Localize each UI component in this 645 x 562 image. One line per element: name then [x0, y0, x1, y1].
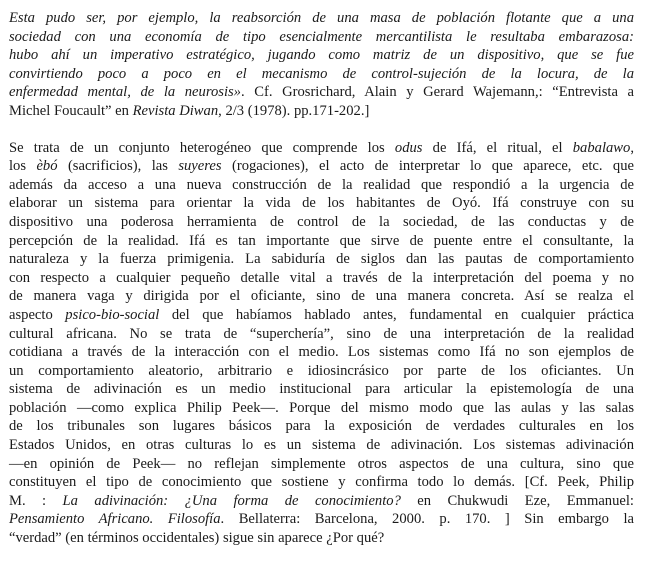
text-run: . Bellaterra: Barcelona, 2000. p. 170. ] Sin embargo la — [220, 511, 635, 528]
text-run: Estados Unidos, en otras culturas lo es un sistema de adivinación. Los sistemas adivinación — [9, 437, 634, 454]
paragraph-line — [9, 362, 634, 381]
paragraph-line — [9, 473, 634, 492]
quote-line — [9, 28, 634, 47]
paragraph-line — [9, 176, 634, 195]
italic-text: convirtiendo poco a poco en el mecanismo de control-sujeción de la locura, de la — [9, 65, 634, 82]
text-run: sistema de adivinación es un medio institucional para articular la epistemología de una — [9, 381, 634, 398]
text-run: , 2/3 (1978). pp.171-202.] — [218, 102, 370, 119]
italic-text: hubo ahí un imperativo estratégico, jugando como matriz de un dispositivo, que se fue — [9, 47, 634, 64]
italic-text: Pensamiento Africano. Filosofía — [9, 511, 221, 528]
main-paragraph — [9, 139, 634, 548]
italic-text: babalawo — [572, 139, 631, 156]
text-run: —en opinión de Peek— no reflejan simplemente otros aspectos de una cultura, sino que — [9, 455, 634, 472]
paragraph-line — [9, 510, 634, 529]
quote-line — [9, 102, 634, 121]
italic-text: Esta pudo ser, por ejemplo, la reabsorción de una masa de población flotante que a una — [9, 10, 634, 26]
paragraph-line — [9, 157, 634, 176]
text-run: constituyen el tipo de conocimiento que sostiene y confirma todo lo demás. [Cf. Peek, Philip — [9, 474, 634, 491]
document-page — [9, 9, 634, 548]
italic-text: sociedad con una economía de tipo esencialmente mercantilista le resultaba embarazosa: — [9, 28, 634, 45]
paragraph-gap — [9, 121, 634, 139]
text-run: además da acceso a una nueva construcción de la realidad que respondió a la urgencia de — [9, 176, 634, 193]
text-run: , — [630, 139, 634, 156]
paragraph-line — [9, 269, 634, 288]
text-run: elaborar un sistema para orientar la vida de los habitantes de Oyó. Ifá construye con su — [9, 195, 634, 212]
text-run: (rogaciones), el acto de interpretar lo que aparece, etc. que — [221, 158, 634, 175]
paragraph-line — [9, 213, 634, 232]
quote-line — [9, 65, 634, 84]
quote-line — [9, 9, 634, 28]
text-run: cotidiana a través de la interacción con el medio. Los sistemas como Ifá no son ejemplos de — [9, 344, 634, 361]
paragraph-line — [9, 325, 634, 344]
italic-text: èbó — [36, 158, 58, 175]
quote-line — [9, 46, 634, 65]
paragraph-line — [9, 343, 634, 362]
paragraph-line — [9, 287, 634, 306]
quote-block — [9, 9, 634, 121]
text-run: un comportamiento aleatorio, arbitrario e idiosincrásico por parte de los oficiantes. Un — [9, 362, 634, 379]
paragraph-line — [9, 194, 634, 213]
text-run: de manera vaga y dirigida por el oficiante, sino de una manera concreta. Así se realza el — [9, 288, 634, 305]
quote-line — [9, 83, 634, 102]
text-run: naturaleza y la fuerza primigenia. La sabiduría de siglos dan las pautas de comportamiento — [9, 251, 634, 268]
italic-text: odus — [394, 139, 423, 156]
text-run: población —como explica Philip Peek—. Porque del mismo modo que las aulas y las salas — [9, 399, 634, 416]
text-run: de Ifá, el ritual, el — [422, 139, 573, 156]
text-run: . Cf. Grosrichard, Alain y Gerard Wajemann,: “Entrevista a — [240, 84, 634, 101]
text-run: (sacrificios), las — [57, 158, 179, 175]
paragraph-line — [9, 232, 634, 251]
text-run: cultural africana. No se trata de “superchería”, sino de una interpretación de la realidad — [9, 325, 634, 342]
text-run: de los tribunales son lugares básicos para la exposición de verdades culturales en los — [9, 418, 634, 435]
paragraph-line — [9, 436, 634, 455]
text-run: del que habíamos hablado antes, fundamental en cualquier práctica — [159, 306, 634, 323]
text-run: M. : — [9, 492, 63, 509]
text-run: dispositivo una poderosa herramienta de control de la sociedad, de las conductas y de — [9, 213, 634, 230]
paragraph-line — [9, 139, 634, 158]
text-run: percepción de la realidad. Ifá es tan importante que sirve de puente entre el consultante, la — [9, 232, 634, 249]
paragraph-line — [9, 492, 634, 511]
italic-text: Revista Diwan — [132, 102, 219, 119]
text-run: “verdad” (en términos occidentales) sigue sin aparece ¿Por qué? — [9, 530, 385, 547]
italic-text: La adivinación: ¿Una forma de conocimiento? — [62, 492, 401, 509]
italic-text: suyeres — [178, 158, 222, 175]
paragraph-line — [9, 380, 634, 399]
text-run: en Chukwudi Eze, Emmanuel: — [400, 492, 634, 509]
italic-text: psico-bio-social — [65, 306, 160, 323]
text-run: con respecto a cualquier pequeño detalle vital a través de la interpretación del poema y no — [9, 269, 634, 286]
text-run: Michel Foucault” en — [9, 102, 133, 119]
paragraph-line — [9, 417, 634, 436]
italic-text: enfermedad mental, de la neurosis» — [9, 84, 241, 101]
paragraph-line — [9, 306, 634, 325]
text-run: los — [9, 158, 37, 175]
text-run: Se trata de un conjunto heterogéneo que comprende los — [9, 139, 395, 156]
paragraph-line — [9, 250, 634, 269]
paragraph-line — [9, 455, 634, 474]
paragraph-line — [9, 529, 634, 548]
text-run: aspecto — [9, 306, 66, 323]
paragraph-line — [9, 399, 634, 418]
